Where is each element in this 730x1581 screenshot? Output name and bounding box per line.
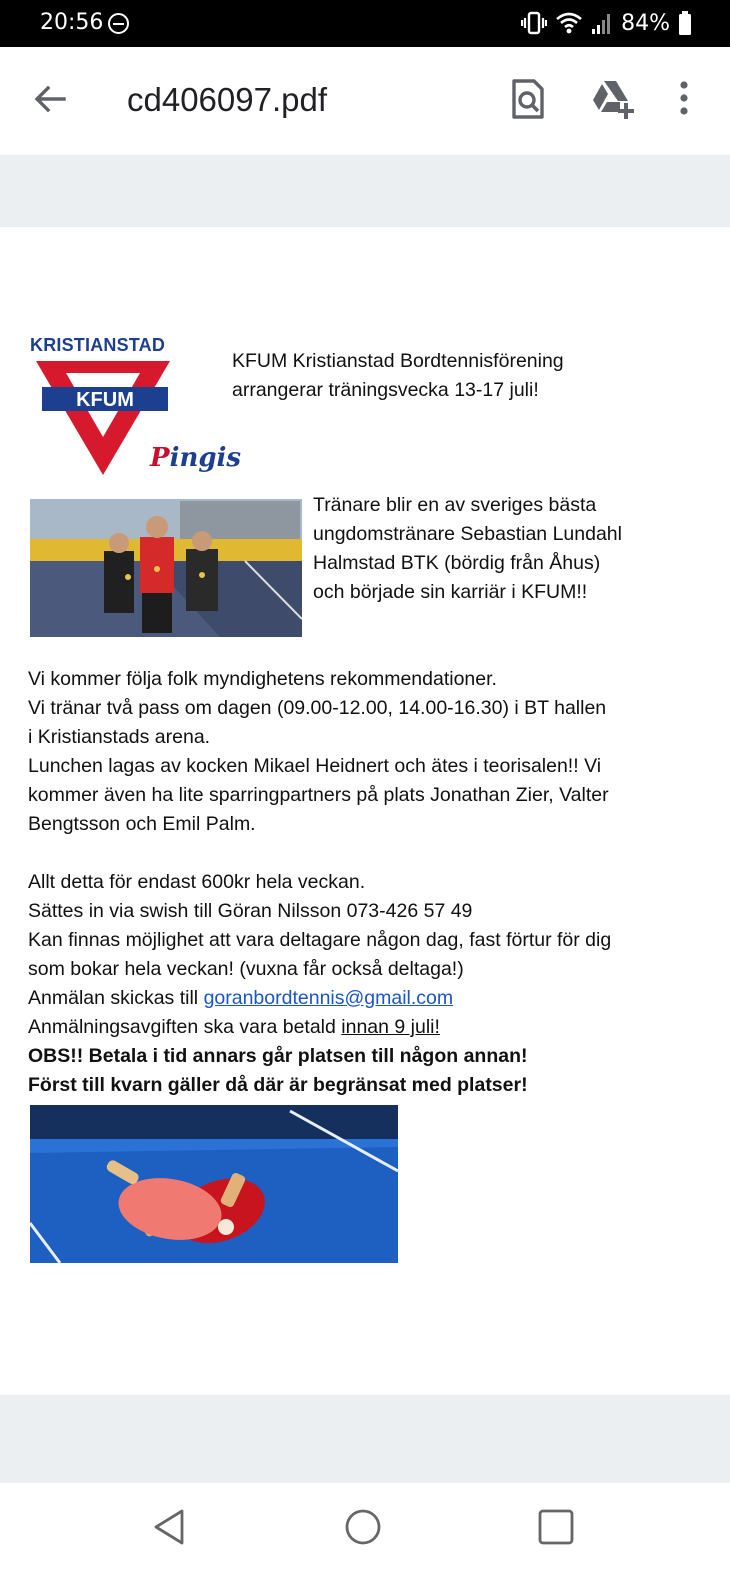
viewer-background (0, 155, 730, 227)
intro-line: KFUM Kristianstad Bordtennisförening (232, 350, 564, 372)
battery-icon (678, 10, 692, 36)
body-line: Kan finnas möjlighet att vara deltagare någon dag, fast förtur för dig (28, 929, 612, 951)
add-to-drive-icon[interactable] (590, 77, 636, 121)
status-bar (0, 0, 730, 47)
do-not-disturb-icon (108, 13, 129, 34)
body-line: Sättes in via swish till Göran Nilsson 073-426 57 49 (28, 900, 473, 922)
status-icons (521, 10, 692, 36)
find-in-document-icon[interactable] (508, 77, 548, 121)
nav-recent-apps-icon[interactable] (536, 1505, 576, 1549)
table-tennis-paddles-photo (30, 1105, 398, 1263)
body-text (28, 665, 708, 1100)
logo-top-text: KRISTIANSTAD (30, 335, 166, 355)
navigation-bar (0, 1483, 730, 1581)
wifi-icon (555, 10, 583, 36)
trainer-line: ungdomstränare Sebastian Lundahl (313, 523, 622, 545)
signup-prefix: Anmälan skickas till (28, 987, 204, 1009)
back-arrow-icon[interactable] (30, 79, 70, 119)
trainer-line: Halmstad BTK (bördig från Åhus) (313, 552, 601, 574)
warning-line: OBS!! Betala i tid annars går platsen till någon annan! (28, 1045, 528, 1067)
trainer-text (313, 491, 693, 607)
paragraph-spacer (28, 839, 708, 868)
more-options-icon[interactable] (672, 77, 696, 121)
nav-home-icon[interactable] (343, 1505, 383, 1549)
signal-icon (591, 11, 613, 35)
app-bar (0, 47, 730, 155)
kfum-logo (28, 335, 242, 475)
signup-email-link[interactable]: goranbordtennis@gmail.com (203, 987, 454, 1009)
fee-prefix: Anmälningsavgiften ska vara betald (28, 1016, 342, 1038)
viewer-background-bottom (0, 1395, 730, 1483)
fee-line (28, 1013, 708, 1042)
intro-text (232, 347, 564, 405)
body-line: Vi kommer följa folk myndighetens rekommendationer. (28, 668, 497, 690)
players-medal-photo (30, 499, 302, 637)
logo-badge-text: KFUM (76, 389, 134, 411)
status-time: 20:56 (40, 10, 104, 35)
pdf-page[interactable] (0, 227, 730, 1395)
intro-line: arrangerar träningsvecka 13-17 juli! (232, 379, 539, 401)
body-line: Vi tränar två pass om dagen (09.00-12.00, 14.00-16.30) i BT hallen (28, 697, 607, 719)
body-line: Bengtsson och Emil Palm. (28, 813, 256, 835)
nav-back-icon[interactable] (150, 1505, 190, 1549)
fee-deadline: innan 9 juli! (341, 1016, 440, 1038)
body-line: som bokar hela veckan! (vuxna får också deltaga!) (28, 958, 464, 980)
trainer-line: Tränare blir en av sveriges bästa (313, 494, 597, 516)
body-line: Lunchen lagas av kocken Mikael Heidnert och ätes i teorisalen!! Vi (28, 755, 602, 777)
pingis-brand-text: Pingis (150, 443, 242, 473)
warning-line: Först till kvarn gäller då där är begränsat med platser! (28, 1074, 528, 1096)
vibrate-icon (521, 10, 547, 36)
document-title: cd406097.pdf (127, 81, 328, 118)
body-line: kommer även ha lite sparringpartners på plats Jonathan Zier, Valter (28, 784, 609, 806)
body-line: i Kristianstads arena. (28, 726, 211, 748)
battery-percent: 84% (621, 10, 670, 36)
signup-line (28, 984, 708, 1013)
trainer-line: och började sin karriär i KFUM!! (313, 581, 588, 603)
body-line: Allt detta för endast 600kr hela veckan. (28, 871, 366, 893)
